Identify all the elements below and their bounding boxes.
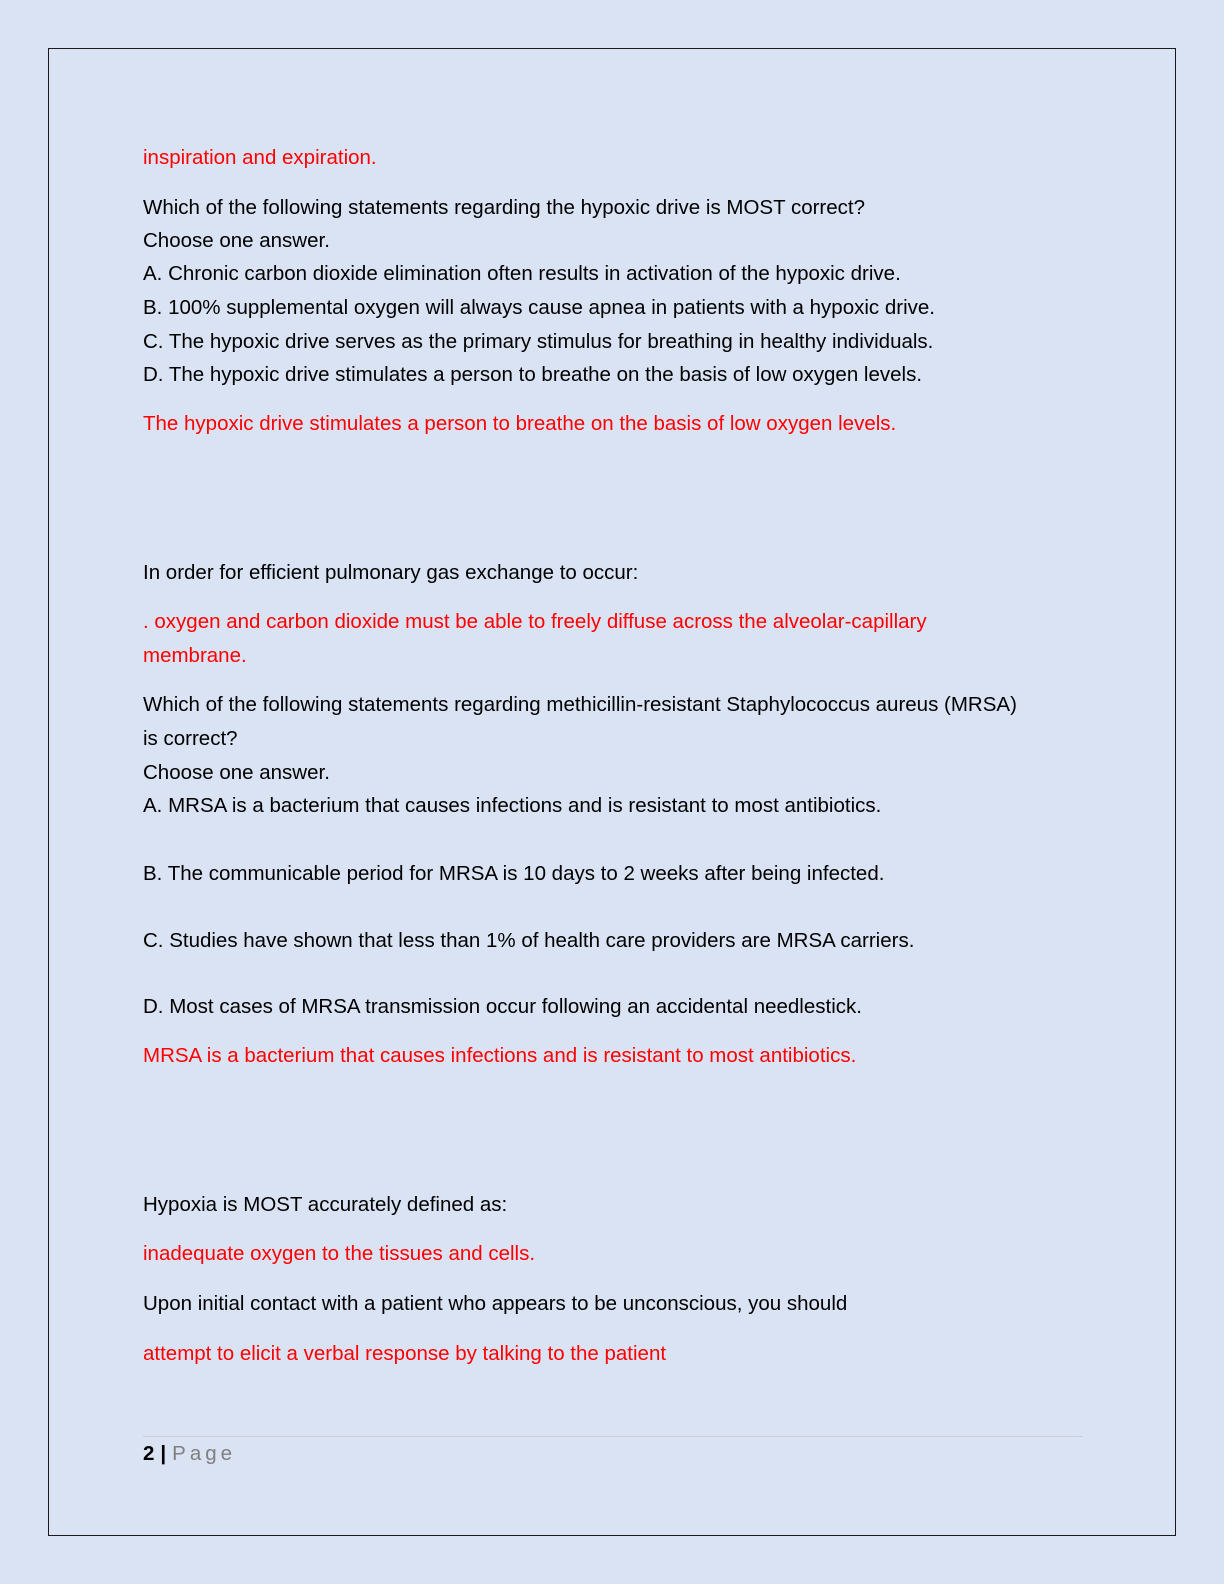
page-label: Page bbox=[172, 1442, 237, 1465]
instruction-line: Choose one answer. bbox=[143, 229, 330, 252]
answer-line: membrane. bbox=[143, 644, 247, 667]
answer-line: inadequate oxygen to the tissues and cells. bbox=[143, 1242, 536, 1265]
option-line: A. Chronic carbon dioxide elimination often results in activation of the hypoxic drive. bbox=[143, 262, 901, 285]
footer-separator: | bbox=[160, 1442, 167, 1465]
question-line: is correct? bbox=[143, 727, 238, 750]
option-line: B. 100% supplemental oxygen will always cause apnea in patients with a hypoxic drive. bbox=[143, 296, 935, 319]
answer-line: attempt to elicit a verbal response by talking to the patient bbox=[143, 1342, 667, 1365]
question-line: Hypoxia is MOST accurately defined as: bbox=[143, 1193, 508, 1216]
option-line: A. MRSA is a bacterium that causes infections and is resistant to most antibiotics. bbox=[143, 794, 882, 817]
option-line: D. The hypoxic drive stimulates a person to breathe on the basis of low oxygen levels. bbox=[143, 363, 923, 386]
option-line: D. Most cases of MRSA transmission occur following an accidental needlestick. bbox=[143, 995, 862, 1018]
page-footer bbox=[143, 1442, 236, 1466]
instruction-line: Choose one answer. bbox=[143, 761, 330, 784]
question-line: In order for efficient pulmonary gas exchange to occur: bbox=[143, 561, 639, 584]
answer-line: MRSA is a bacterium that causes infections and is resistant to most antibiotics. bbox=[143, 1044, 857, 1067]
answer-line: The hypoxic drive stimulates a person to breathe on the basis of low oxygen levels. bbox=[143, 412, 897, 435]
question-line: Which of the following statements regarding the hypoxic drive is MOST correct? bbox=[143, 196, 865, 219]
question-line: Upon initial contact with a patient who appears to be unconscious, you should bbox=[143, 1292, 848, 1315]
option-line: C. Studies have shown that less than 1% of health care providers are MRSA carriers. bbox=[143, 929, 915, 952]
option-line: B. The communicable period for MRSA is 10 days to 2 weeks after being infected. bbox=[143, 862, 885, 885]
answer-line: . oxygen and carbon dioxide must be able to freely diffuse across the alveolar-capillary bbox=[143, 610, 927, 633]
option-line: C. The hypoxic drive serves as the primary stimulus for breathing in healthy individuals. bbox=[143, 330, 934, 353]
answer-line: inspiration and expiration. bbox=[143, 146, 377, 169]
page-number: 2 bbox=[143, 1442, 155, 1465]
question-line: Which of the following statements regarding methicillin-resistant Staphylococcus aureus (MRSA) bbox=[143, 693, 1017, 716]
footer-divider bbox=[143, 1436, 1083, 1437]
